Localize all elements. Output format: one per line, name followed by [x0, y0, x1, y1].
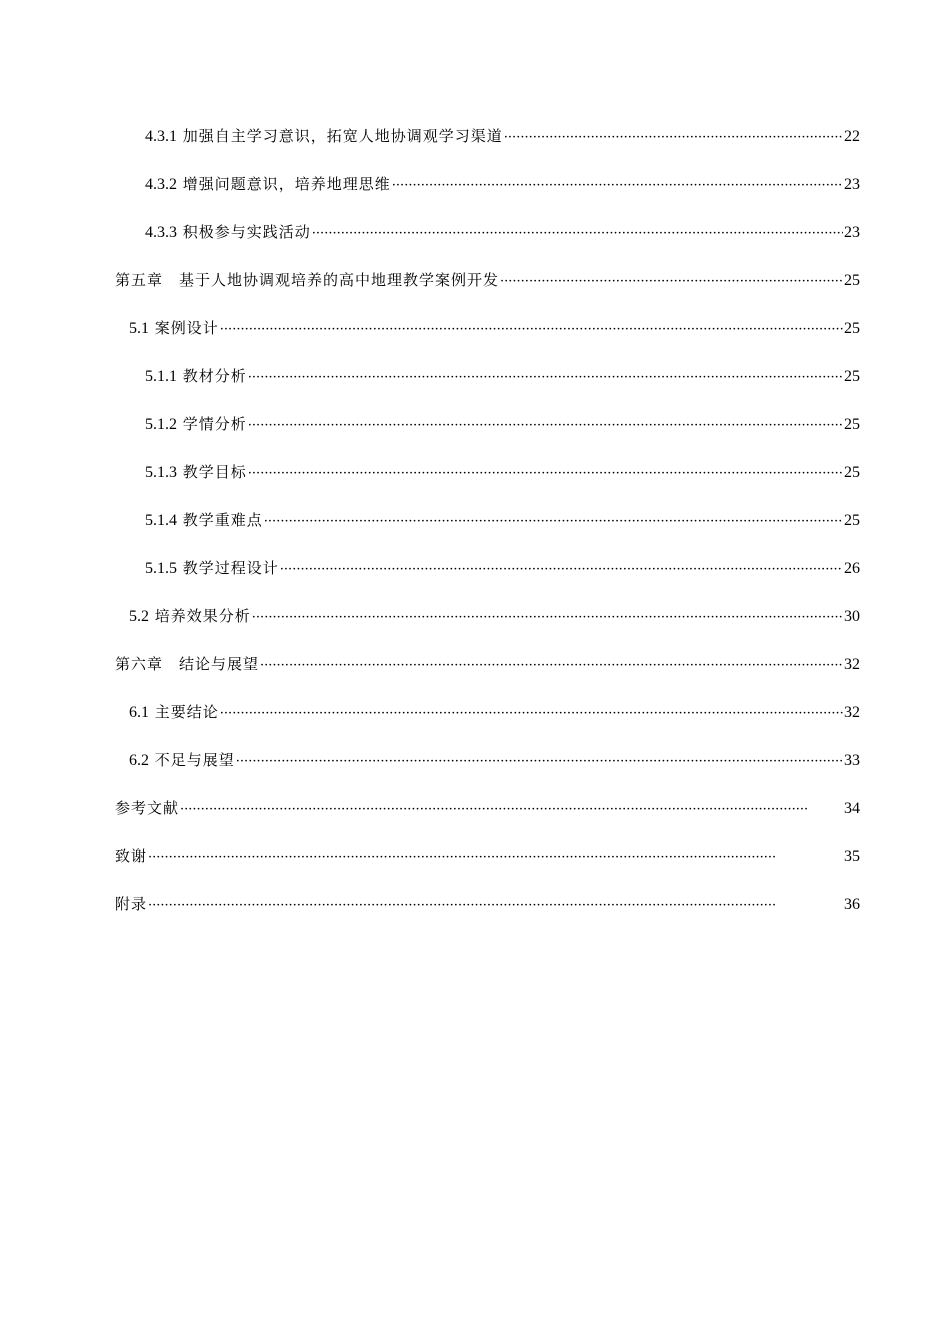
toc-entry-acknowledgements[interactable]: [115, 838, 860, 886]
toc-dot-leader: [248, 456, 843, 492]
toc-dot-leader: [504, 120, 843, 156]
toc-dot-leader: [500, 264, 843, 300]
toc-entry-text: 教学重难点: [182, 511, 263, 529]
toc-entry[interactable]: [115, 406, 860, 454]
toc-entry-title: [145, 502, 263, 539]
toc-entry-text: 增强问题意识，培养地理思维: [182, 175, 391, 193]
toc-entry-appendix[interactable]: [115, 886, 860, 934]
toc-entry[interactable]: [115, 550, 860, 598]
toc-page-number: 25: [844, 464, 860, 481]
toc-dot-leader: [260, 648, 843, 684]
toc-entry-chapter[interactable]: [115, 646, 860, 694]
toc-page-number: 25: [844, 512, 860, 529]
toc-dot-leader: [252, 600, 843, 636]
toc-entry-title: [145, 358, 247, 395]
toc-entry-title: [129, 310, 219, 347]
toc-entry-title: [145, 454, 247, 491]
toc-entry[interactable]: [115, 454, 860, 502]
toc-dot-leader: [264, 504, 843, 540]
toc-entry-text: 培养效果分析: [154, 607, 251, 625]
toc-entry-text: 致谢: [115, 847, 148, 865]
toc-entry-text: 案例设计: [154, 319, 219, 337]
toc-entry-text: 教学过程设计: [182, 559, 279, 577]
toc-entry[interactable]: [115, 358, 860, 406]
toc-entry[interactable]: [115, 694, 860, 742]
toc-entry-number: 5.1.5: [145, 560, 177, 577]
toc-entry[interactable]: [115, 598, 860, 646]
toc-dot-leader: [248, 408, 843, 444]
toc-page-number: 23: [844, 224, 860, 241]
toc-page-number: 34: [844, 800, 860, 817]
toc-page-number: 33: [844, 752, 860, 769]
toc-entry-number: 5.1.4: [145, 512, 177, 529]
toc-dot-leader: [148, 888, 843, 924]
toc-entry-text: 教学目标: [182, 463, 247, 481]
toc-entry-number: 5.1.1: [145, 368, 177, 385]
toc-entry-text: 第五章 基于人地协调观培养的高中地理教学案例开发: [115, 271, 500, 289]
toc-entry-text: 教材分析: [182, 367, 247, 385]
toc-page-number: 26: [844, 560, 860, 577]
toc-dot-leader: [148, 840, 843, 876]
toc-entry-title: [145, 214, 311, 251]
toc-entry-title: [145, 406, 247, 443]
toc-entry-text: 第六章 结论与展望: [115, 655, 260, 673]
toc-entry-number: 5.1: [129, 320, 149, 337]
toc-page-number: 25: [844, 272, 860, 289]
toc-entry-chapter[interactable]: [115, 262, 860, 310]
toc-page-number: 23: [844, 176, 860, 193]
toc-page-number: 32: [844, 704, 860, 721]
toc-entry-title: [129, 742, 235, 779]
toc-dot-leader: [280, 552, 843, 588]
toc-entry-number: 4.3.1: [145, 128, 177, 145]
toc-entry[interactable]: [115, 166, 860, 214]
toc-dot-leader: [220, 312, 843, 348]
toc-page-number: 35: [844, 848, 860, 865]
toc-entry-references[interactable]: [115, 790, 860, 838]
toc-entry-text: 主要结论: [154, 703, 219, 721]
toc-entry[interactable]: [115, 118, 860, 166]
toc-entry-text: 附录: [115, 895, 148, 913]
toc-entry-text: 学情分析: [182, 415, 247, 433]
toc-entry-text: 不足与展望: [154, 751, 235, 769]
toc-entry[interactable]: [115, 310, 860, 358]
toc-entry-text: 加强自主学习意识，拓宽人地协调观学习渠道: [182, 127, 503, 145]
toc-entry-title: [129, 598, 251, 635]
toc-entry-title: [145, 166, 391, 203]
toc-entry-title: [145, 118, 503, 155]
toc-dot-leader: [180, 792, 843, 828]
toc-dot-leader: [220, 696, 843, 732]
toc-entry-title: [129, 694, 219, 731]
toc-entry-number: 6.1: [129, 704, 149, 721]
toc-entry-title: [145, 550, 279, 587]
toc-page-number: 25: [844, 416, 860, 433]
toc-page-number: 32: [844, 656, 860, 673]
toc-entry-number: 5.2: [129, 608, 149, 625]
toc-entry-number: 5.1.2: [145, 416, 177, 433]
toc-dot-leader: [392, 168, 843, 204]
toc-dot-leader: [236, 744, 843, 780]
toc-page-number: 30: [844, 608, 860, 625]
toc-dot-leader: [248, 360, 843, 396]
toc-entry-number: 6.2: [129, 752, 149, 769]
toc-entry[interactable]: [115, 502, 860, 550]
toc-entry-text: 积极参与实践活动: [182, 223, 311, 241]
toc-entry[interactable]: [115, 214, 860, 262]
toc-dot-leader: [312, 216, 843, 252]
table-of-contents: [115, 118, 860, 934]
toc-entry-number: 4.3.2: [145, 176, 177, 193]
toc-entry-number: 5.1.3: [145, 464, 177, 481]
toc-page-number: 25: [844, 320, 860, 337]
toc-page-number: 22: [844, 128, 860, 145]
toc-entry-text: 参考文献: [115, 799, 180, 817]
toc-entry-number: 4.3.3: [145, 224, 177, 241]
toc-page-number: 25: [844, 368, 860, 385]
toc-entry[interactable]: [115, 742, 860, 790]
toc-page-number: 36: [844, 896, 860, 913]
